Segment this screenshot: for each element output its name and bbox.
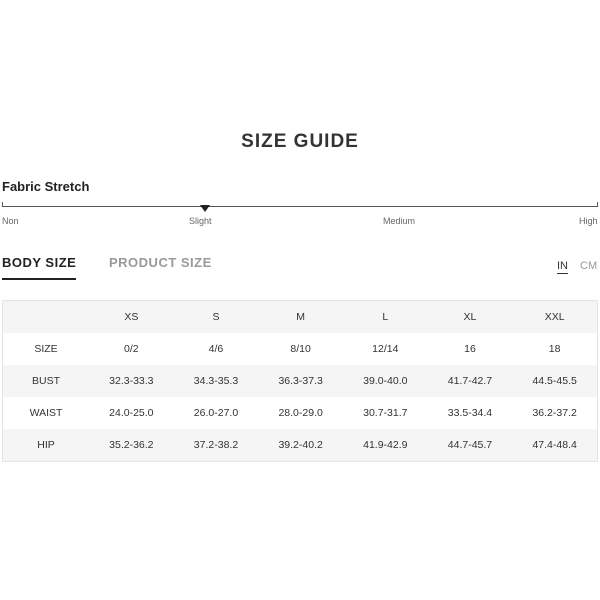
- stretch-tick-non: [2, 202, 3, 207]
- unit-cm-toggle[interactable]: CM: [580, 260, 598, 272]
- size-tabs: [2, 255, 598, 285]
- table-row-label: SIZE: [34, 343, 58, 355]
- table-cell: 4/6: [208, 343, 224, 355]
- table-header-cell: XL: [428, 301, 513, 333]
- table-cell: 33.5-34.4: [447, 407, 493, 419]
- table-cell: 39.2-40.2: [258, 429, 343, 461]
- table-row-label: HIP: [3, 429, 89, 461]
- table-cell: 28.0-29.0: [278, 407, 323, 419]
- table-cell: 47.4-48.4: [512, 429, 597, 461]
- size-table: [2, 300, 598, 462]
- table-cell: 41.7-42.7: [428, 365, 513, 397]
- table-header-cell: S: [174, 301, 259, 333]
- table-row: [3, 429, 597, 461]
- unit-in-toggle[interactable]: IN: [557, 260, 568, 272]
- stretch-stop-high: High: [579, 216, 598, 226]
- table-header-cell: XS: [89, 301, 174, 333]
- table-cell: 36.2-37.2: [532, 407, 577, 419]
- table-cell: 44.7-45.7: [428, 429, 513, 461]
- table-header-cell: L: [343, 301, 428, 333]
- table-cell: 8/10: [290, 343, 311, 355]
- table-cell: 41.9-42.9: [343, 429, 428, 461]
- stretch-stop-medium: Medium: [383, 216, 416, 226]
- stretch-stop-slight: Slight: [189, 216, 212, 226]
- table-cell: 0/2: [124, 343, 139, 355]
- table-row: [3, 365, 597, 397]
- table-cell: 12/14: [372, 343, 399, 355]
- stretch-tick-high: [597, 202, 598, 207]
- table-cell: 26.0-27.0: [193, 407, 239, 419]
- table-cell: 37.2-38.2: [174, 429, 259, 461]
- table-cell: 44.5-45.5: [512, 365, 597, 397]
- table-cell: 18: [548, 343, 561, 355]
- table-header-cell: XXL: [512, 301, 597, 333]
- stretch-stop-non: Non: [2, 216, 19, 226]
- tab-product-size[interactable]: PRODUCT SIZE: [109, 255, 212, 270]
- table-row: [3, 333, 597, 365]
- table-cell: 34.3-35.3: [174, 365, 259, 397]
- stretch-marker-icon: [200, 205, 210, 212]
- table-cell: 16: [464, 343, 476, 355]
- fabric-stretch-track: [2, 206, 598, 207]
- fabric-stretch-label: Fabric Stretch: [2, 179, 90, 194]
- table-row-label: BUST: [3, 365, 89, 397]
- page-title: SIZE GUIDE: [241, 131, 359, 152]
- tab-body-size[interactable]: BODY SIZE: [2, 255, 76, 280]
- table-cell: 35.2-36.2: [89, 429, 174, 461]
- table-cell: 32.3-33.3: [89, 365, 174, 397]
- table-cell: 39.0-40.0: [343, 365, 428, 397]
- table-cell: 30.7-31.7: [363, 407, 408, 419]
- table-header-row: [3, 301, 597, 333]
- table-header-cell: M: [258, 301, 343, 333]
- table-row: [3, 397, 597, 429]
- table-row-label: WAIST: [29, 407, 63, 419]
- table-cell: 36.3-37.3: [258, 365, 343, 397]
- table-cell: 24.0-25.0: [109, 407, 154, 419]
- table-header-cell: [3, 301, 89, 333]
